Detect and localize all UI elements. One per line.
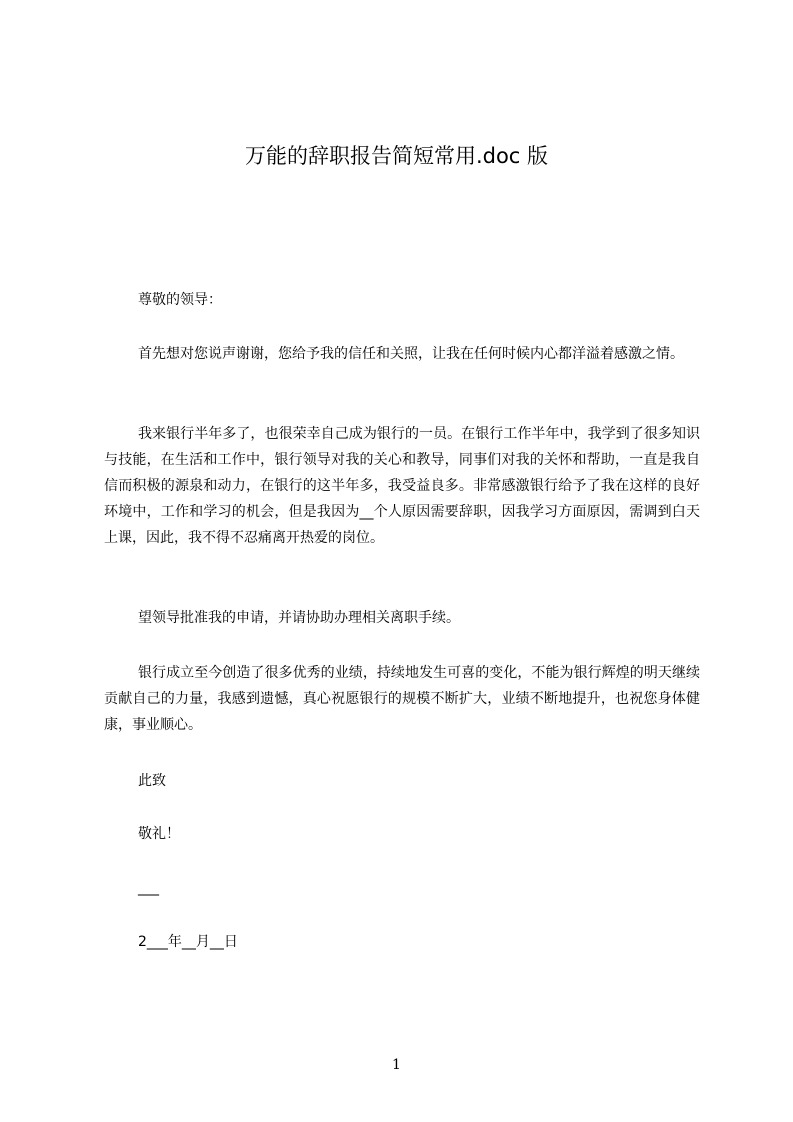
signature-blank: ___ [138,880,159,896]
paragraph-experience: 我来银行半年多了，也很荣幸自己成为银行的一员。在银行工作半年中，我学到了很多知识与技能，在生活和工作中，银行领导对我的关心和教导，同事们对我的关怀和帮助，一直是我自信而积极的源泉和动力，在银行的这半年多，我受益良多。非常感激银行给予了我在这样的良好环境中，工作和学习的机会，但是我因为__个人原因需要辞职，因我学习方面原因，需调到白天上课，因此，我不得不忍痛离开热爱的岗位。 [104,426,700,546]
paragraph-wishes: 银行成立至今创造了很多优秀的业绩，持续地发生可喜的变化，不能为银行辉煌的明天继续贡献自己的力量，我感到遗憾，真心祝愿银行的规模不断扩大，业绩不断地提升，也祝您身体健康，事业顺心。 [104,665,700,733]
paragraph-request: 望领导批准我的申请，并请协助办理相关离职手续。 [138,610,460,626]
closing-jingli: 敬礼！ [138,826,180,842]
date-line: 2___年__月__日 [138,934,238,950]
document-title: 万能的辞职报告简短常用.doc 版 [244,144,549,168]
closing-cizhi: 此致 [138,773,166,789]
page-number: 1 [392,1057,401,1073]
paragraph-thanks: 首先想对您说声谢谢，您给予我的信任和关照，让我在任何时候内心都洋溢着感激之情。 [138,346,684,362]
salutation: 尊敬的领导： [138,292,222,308]
